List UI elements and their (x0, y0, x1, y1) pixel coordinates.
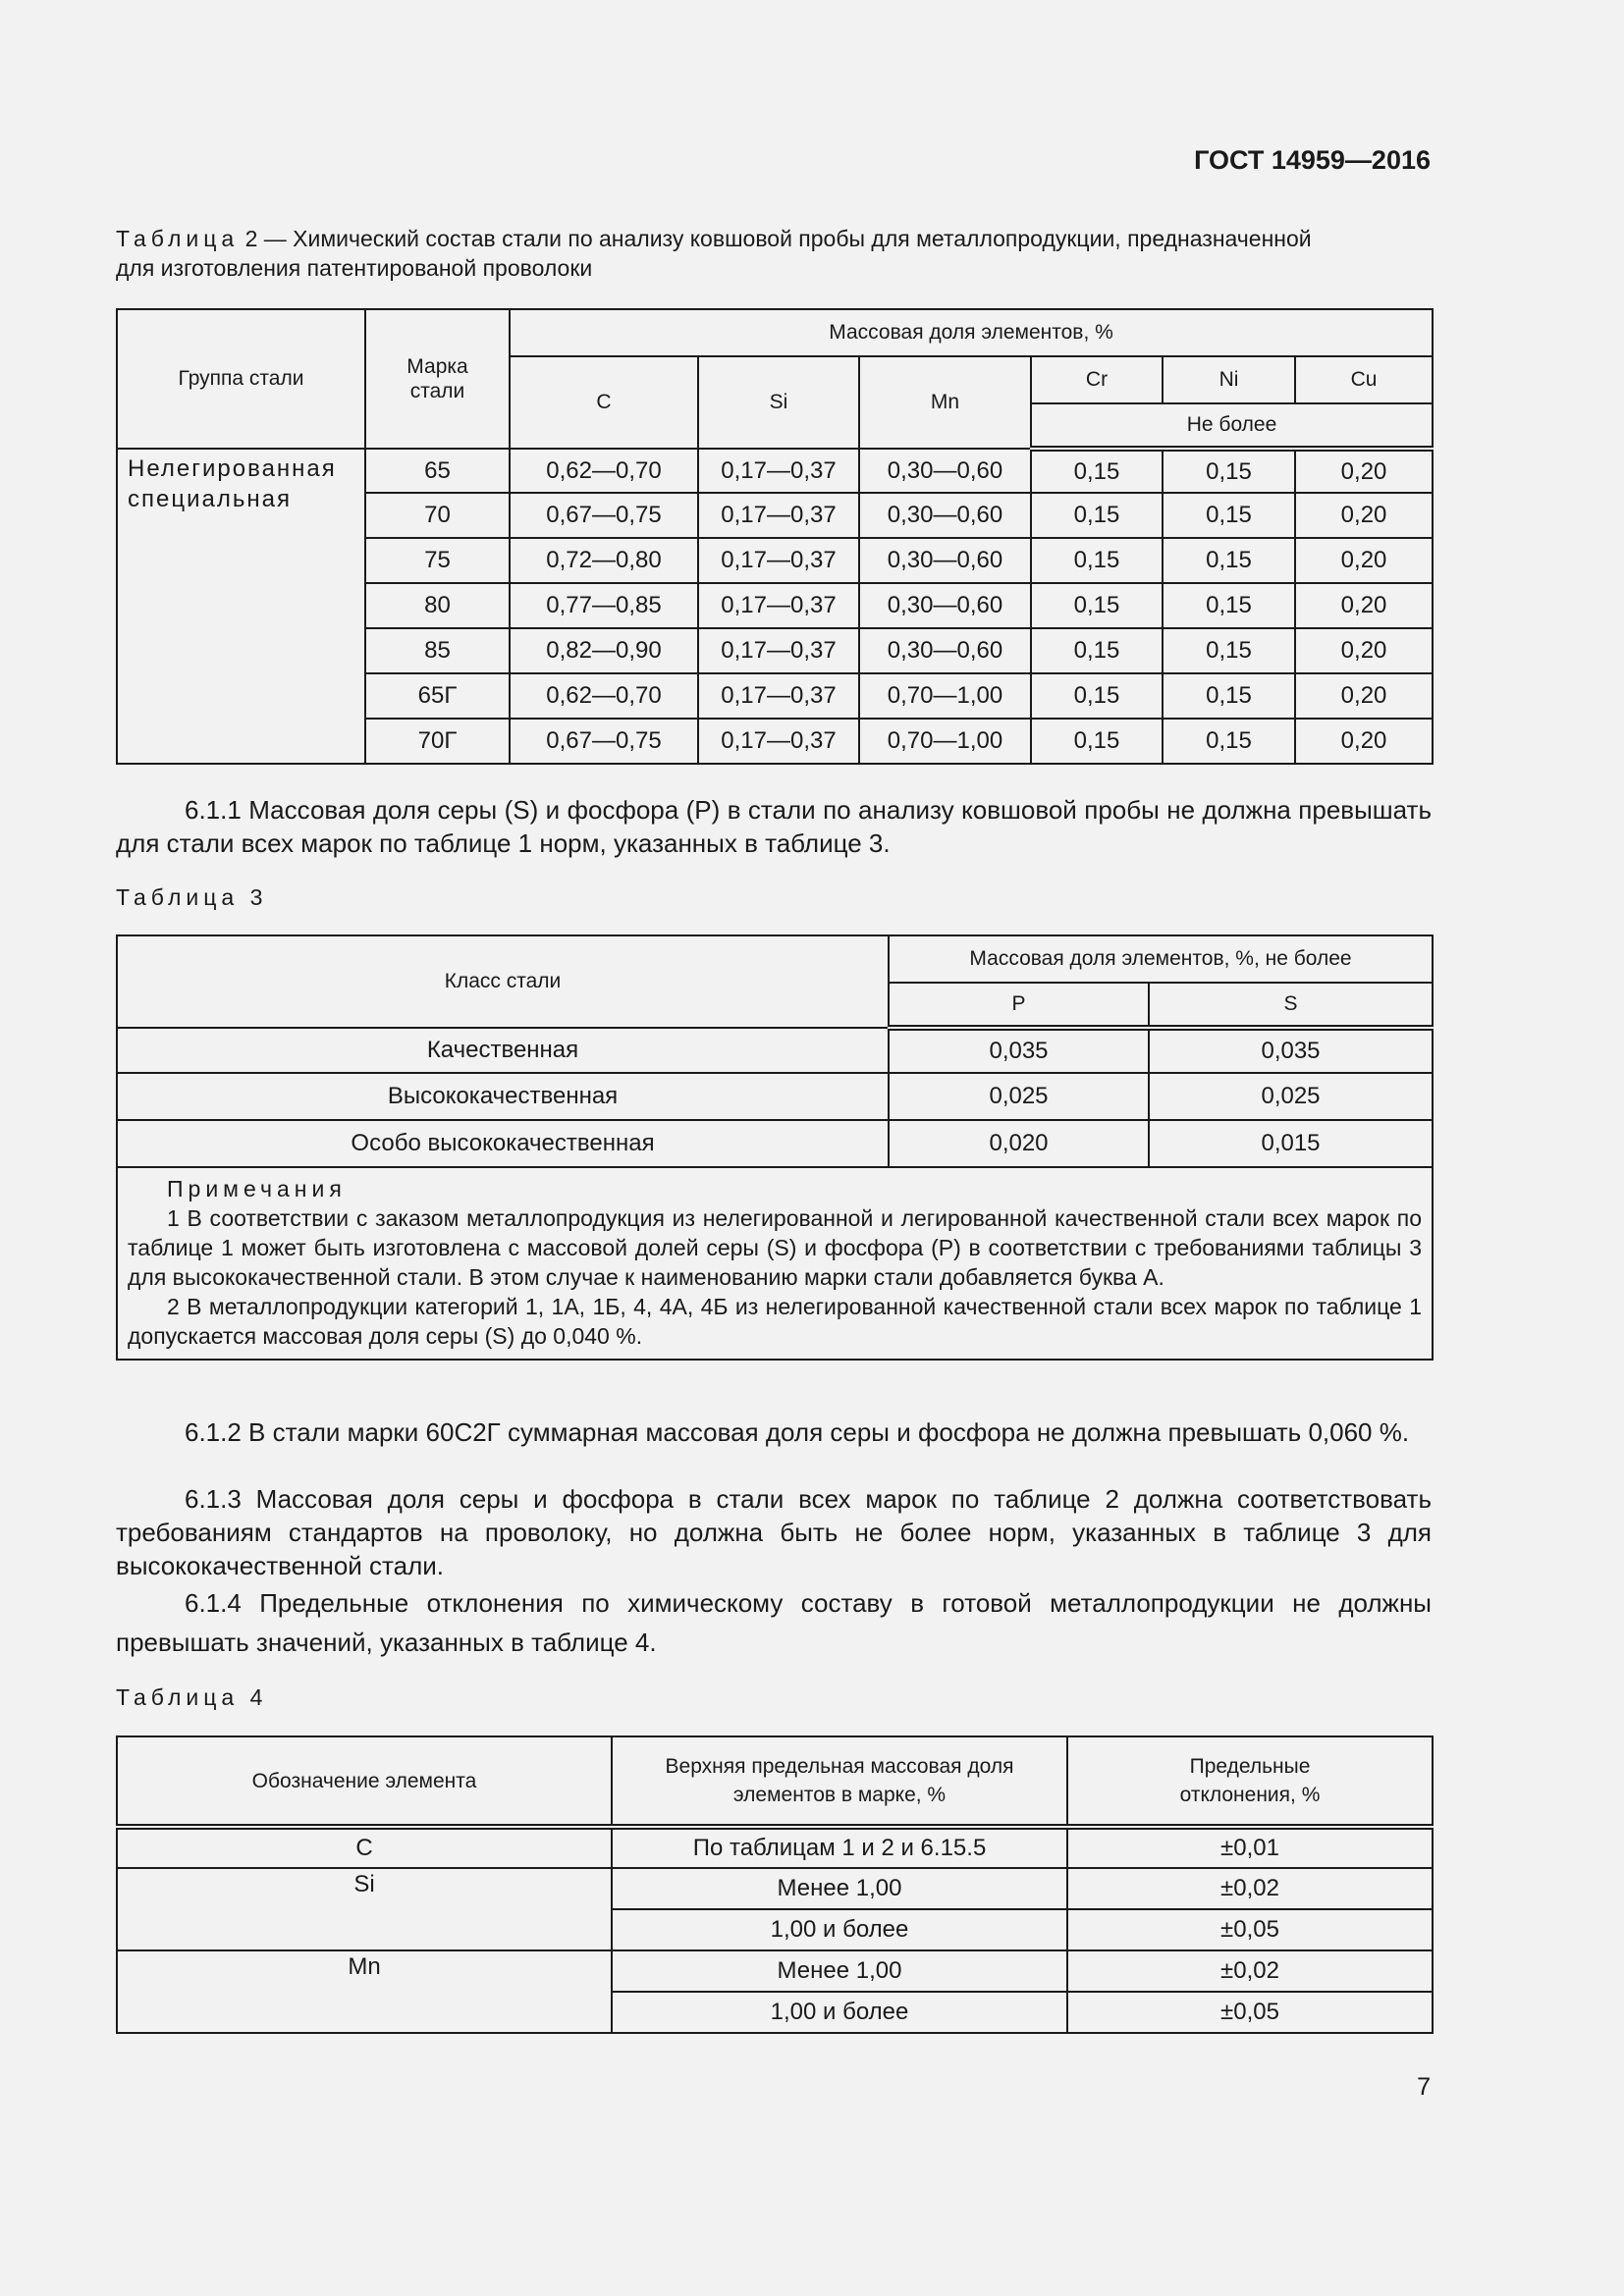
table2-header-mn: Mn (859, 356, 1031, 449)
table2-cell: 0,15 (1163, 493, 1295, 538)
table2-cell: 0,30—0,60 (859, 449, 1031, 493)
table2-cell: 0,15 (1031, 583, 1163, 628)
table2-cell: 85 (365, 628, 510, 673)
table2-group-name: Нелегированная специальная (128, 455, 337, 512)
table2-cell: 0,17—0,37 (698, 719, 859, 764)
table2-cell: 0,67—0,75 (510, 719, 698, 764)
table2-cell: 0,15 (1163, 583, 1295, 628)
table2-group-cell (117, 449, 365, 764)
table2-cell: 0,15 (1163, 538, 1295, 583)
table2-cell: 0,15 (1031, 538, 1163, 583)
table2-cell: 0,17—0,37 (698, 628, 859, 673)
table2-caption (116, 224, 1432, 283)
paragraph-6-1-4-text: 6.1.4 Предельные отклонения по химическому составу в готовой металлопродукции не должны превышать значений, указанных в таблице 4. (116, 1588, 1432, 1657)
table2-cell: 0,15 (1031, 449, 1163, 493)
table2-cell: 0,30—0,60 (859, 628, 1031, 673)
table2-cell: 0,17—0,37 (698, 673, 859, 719)
note-2: 2 В металлопродукции категорий 1, 1А, 1Б, 4, 4А, 4Б из нелегированной качественной стали всех марок по таблице 1 допускается массовая доля серы (S) до 0,040 %. (128, 1294, 1422, 1349)
table2-header-cr: Cr (1031, 356, 1163, 403)
table2-cell: 0,17—0,37 (698, 493, 859, 538)
table4-cell: Менее 1,00 (612, 1868, 1067, 1909)
table3 (116, 934, 1434, 1361)
table4-cell: Mn (117, 1950, 612, 2033)
table3-cell: 0,015 (1149, 1120, 1433, 1167)
table4-cell: Si (117, 1868, 612, 1950)
table4-cell: ±0,05 (1067, 1992, 1433, 2033)
table4-caption: Таблица 4 (116, 1684, 268, 1710)
table4-cell: ±0,02 (1067, 1868, 1433, 1909)
table3-cell: 0,020 (889, 1120, 1149, 1167)
note-1: 1 В соответствии с заказом металлопродукция из нелегированной и легированной качественной стали всех марок по таблице 1 может быть изготовлена с массовой долей серы (S) и фосфора (P) в соответствии с требованиями таблицы 3 для высококачественной стали. В этом случае к наименованию марки стали добавляется буква А. (128, 1205, 1422, 1290)
table2-cell: 80 (365, 583, 510, 628)
table2-cell: 0,82—0,90 (510, 628, 698, 673)
table2-cell: 0,17—0,37 (698, 449, 859, 493)
table3-cell: 0,035 (1149, 1028, 1433, 1073)
table2-cell: 0,15 (1031, 719, 1163, 764)
table3-cell: 0,025 (1149, 1073, 1433, 1120)
table2-cell: 0,20 (1295, 583, 1433, 628)
document-header: ГОСТ 14959—2016 (1194, 145, 1431, 175)
table2-cell: 0,20 (1295, 449, 1433, 493)
table2-header-grade: Марка стали (365, 309, 510, 449)
paragraph-6-1-1-text: 6.1.1 Массовая доля серы (S) и фосфора (P) в стали по анализу ковшовой пробы не должна превышать для стали всех марок по таблице 1 норм, указанных в таблице 3. (116, 795, 1432, 858)
table4-cell: ±0,01 (1067, 1827, 1433, 1868)
paragraph-6-1-2 (116, 1415, 1432, 1449)
paragraph-6-1-2-text: 6.1.2 В стали марки 60С2Г суммарная массовая доля серы и фосфора не должна превышать 0,060 %. (185, 1417, 1410, 1447)
table3-header-class: Класс стали (117, 935, 889, 1028)
page-number: 7 (1417, 2073, 1431, 2101)
table2-cell: 0,20 (1295, 628, 1433, 673)
table2-cell: 70 (365, 493, 510, 538)
table2-caption-line2: для изготовления патентированой проволоки (116, 255, 593, 281)
table3-cell: 0,035 (889, 1028, 1149, 1073)
table2-cell: 0,62—0,70 (510, 449, 698, 493)
table2-caption-prefix: Таблица (116, 226, 240, 251)
table4-cell: C (117, 1827, 612, 1868)
paragraph-6-1-3-text: 6.1.3 Массовая доля серы и фосфора в стали всех марок по таблице 2 должна соответствовать требованиям стандартов на проволоку, но должна быть не более норм, указанных в таблице 3 для высококачественной стали. (116, 1484, 1432, 1580)
table2-cell: 0,17—0,37 (698, 538, 859, 583)
table2-cell: 0,30—0,60 (859, 583, 1031, 628)
table2-cell: 75 (365, 538, 510, 583)
table4-header-deviation: Предельные отклонения, % (1067, 1736, 1433, 1827)
table4-cell: ±0,02 (1067, 1950, 1433, 1992)
table2-header-si: Si (698, 356, 859, 449)
table3-caption: Таблица 3 (116, 884, 268, 910)
table2-cell: 0,20 (1295, 719, 1433, 764)
paragraph-6-1-3 (116, 1482, 1432, 1582)
table2-cell: 0,15 (1163, 628, 1295, 673)
table2-cell: 0,70—1,00 (859, 673, 1031, 719)
table2-cell: 0,30—0,60 (859, 538, 1031, 583)
table3-header-mass: Массовая доля элементов, %, не более (889, 935, 1433, 983)
table2-cell: 0,62—0,70 (510, 673, 698, 719)
table2-cell: 0,30—0,60 (859, 493, 1031, 538)
table2-cell: 0,15 (1163, 673, 1295, 719)
table3-cell: 0,025 (889, 1073, 1149, 1120)
table2 (116, 308, 1434, 765)
table2-cell: 0,77—0,85 (510, 583, 698, 628)
table2-cell: 0,15 (1031, 628, 1163, 673)
table2-caption-text: 2 — Химический состав стали по анализу ковшовой пробы для металлопродукции, предназначенной (239, 226, 1312, 251)
table4-cell: Менее 1,00 (612, 1950, 1067, 1992)
table4-cell: 1,00 и более (612, 1909, 1067, 1950)
table3-cell: Высококачественная (117, 1073, 889, 1120)
table2-cell: 0,72—0,80 (510, 538, 698, 583)
table4-header-upper: Верхняя предельная массовая доля элементов в марке, % (612, 1736, 1067, 1827)
table2-cell: 0,20 (1295, 493, 1433, 538)
table2-cell: 0,15 (1031, 673, 1163, 719)
table4-header-element: Обозначение элемента (117, 1736, 612, 1827)
table2-header-ni: Ni (1163, 356, 1295, 403)
table2-cell: 0,20 (1295, 673, 1433, 719)
table2-cell: 0,15 (1031, 493, 1163, 538)
table2-cell: 0,15 (1163, 449, 1295, 493)
table2-cell: 0,20 (1295, 538, 1433, 583)
table3-cell: Особо высококачественная (117, 1120, 889, 1167)
table4-cell: По таблицам 1 и 2 и 6.15.5 (612, 1827, 1067, 1868)
table2-cell: 0,15 (1163, 719, 1295, 764)
table2-header-mass: Массовая доля элементов, % (510, 309, 1433, 356)
table4-cell: ±0,05 (1067, 1909, 1433, 1950)
table3-header-p: P (889, 983, 1149, 1028)
table2-cell: 65 (365, 449, 510, 493)
notes-title: Примечания (167, 1176, 347, 1201)
paragraph-6-1-4 (116, 1583, 1432, 1662)
table3-cell: Качественная (117, 1028, 889, 1073)
table2-cell: 65Г (365, 673, 510, 719)
table2-header-group: Группа стали (117, 309, 365, 449)
table2-header-not-more: Не более (1031, 403, 1433, 449)
table2-header-cu: Cu (1295, 356, 1433, 403)
table2-cell: 0,67—0,75 (510, 493, 698, 538)
table2-cell: 70Г (365, 719, 510, 764)
table3-header-s: S (1149, 983, 1433, 1028)
table4 (116, 1735, 1434, 2034)
table3-notes (117, 1167, 1433, 1360)
table2-cell: 0,70—1,00 (859, 719, 1031, 764)
paragraph-6-1-1 (116, 793, 1432, 860)
table4-cell: 1,00 и более (612, 1992, 1067, 2033)
table2-header-c: C (510, 356, 698, 449)
table2-cell: 0,17—0,37 (698, 583, 859, 628)
